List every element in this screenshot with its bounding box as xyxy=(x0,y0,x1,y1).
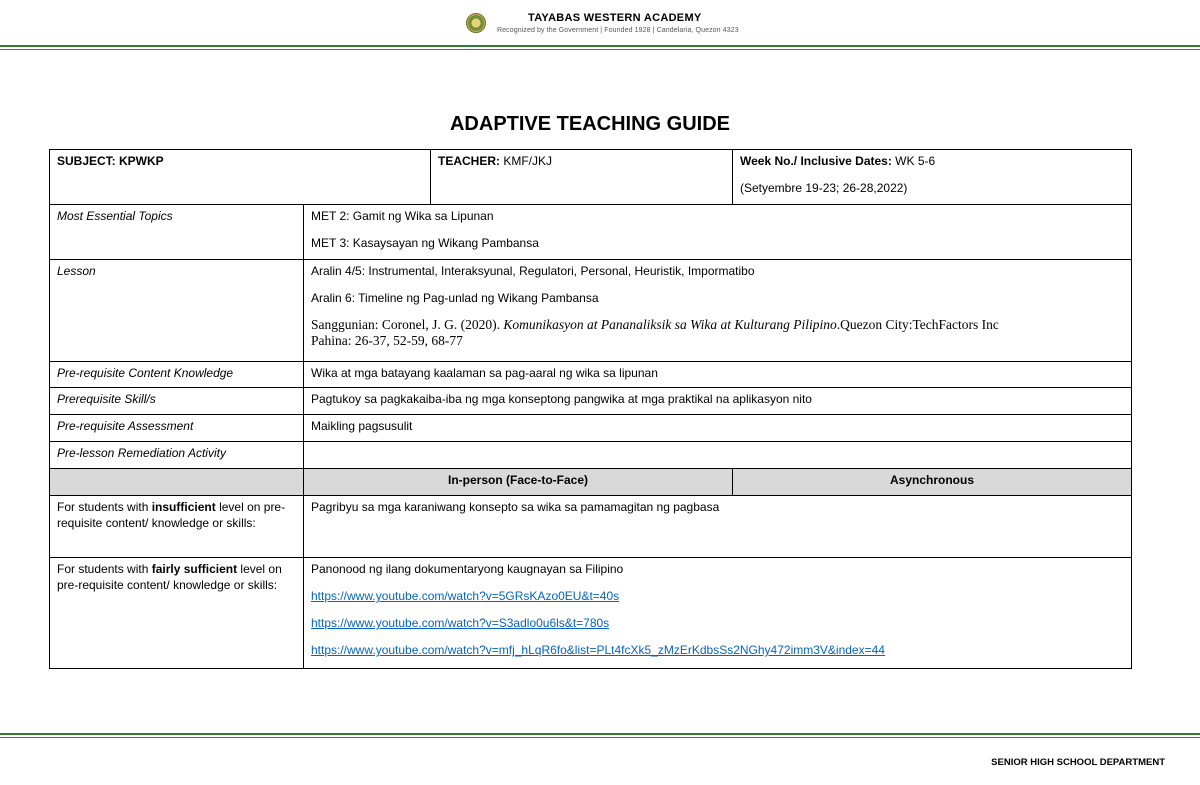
video-link-3[interactable]: https://www.youtube.com/watch?v=mfj_hLqR6fo&list=PLt4fcXk5_zMzErKdbsSs2NGhy472imm3V&index=44 xyxy=(311,643,885,657)
prereq-skills-label: Prerequisite Skill/s xyxy=(50,388,304,415)
col-inperson: In-person (Face-to-Face) xyxy=(304,469,733,496)
teaching-guide-table xyxy=(49,149,1132,669)
school-subtitle: Recognized by the Government | Founded 1928 | Candelaria, Quezon 4323 xyxy=(497,27,739,34)
header-rule-thin xyxy=(0,49,1200,50)
video-link-2[interactable]: https://www.youtube.com/watch?v=S3adlo0u6ls&t=780s xyxy=(311,616,610,630)
prereq-skills-value: Pagtukoy sa pagkakaiba-iba ng mga konseptong pangwika at mga praktikal na aplikasyon nito xyxy=(304,388,1132,415)
teacher-label: TEACHER: xyxy=(438,154,500,168)
modality-header-row xyxy=(50,469,1132,496)
source-suffix: .Quezon City:TechFactors Inc xyxy=(836,317,999,332)
subject-label: SUBJECT: KPWKP xyxy=(57,154,164,168)
insufficient-bold: insufficient xyxy=(151,500,216,514)
fairly-post: level on pre-requisite content/ knowledge or skills: xyxy=(57,562,282,592)
week-label: Week No./ Inclusive Dates: xyxy=(740,154,892,168)
week-cell xyxy=(733,150,1132,205)
fairly-label xyxy=(50,558,304,669)
department-label: SENIOR HIGH SCHOOL DEPARTMENT xyxy=(991,757,1165,768)
info-row xyxy=(50,150,1132,205)
week-value: WK 5-6 xyxy=(891,154,936,168)
lesson-row xyxy=(50,260,1132,362)
insufficient-post: level on pre-requisite content/ knowledge or skills: xyxy=(57,500,286,530)
insufficient-pre: For students with xyxy=(57,500,152,514)
remediation-value xyxy=(304,442,1132,469)
subject-cell xyxy=(50,150,431,205)
inclusive-dates: (Setyembre 19-23; 26-28,2022) xyxy=(740,181,908,195)
insufficient-activity: Pagribyu sa mga karaniwang konsepto sa wika sa pamamagitan ng pagbasa xyxy=(304,496,1132,558)
header-rule xyxy=(0,45,1200,47)
prereq-knowledge-value: Wika at mga batayang kaalaman sa pag-aaral ng wika sa lipunan xyxy=(304,362,1132,388)
remediation-row xyxy=(50,442,1132,469)
lesson-cell xyxy=(304,260,1132,362)
remediation-label: Pre-lesson Remediation Activity xyxy=(50,442,304,469)
fairly-activity-cell xyxy=(304,558,1132,669)
teacher-value: KMF/JKJ xyxy=(500,154,553,168)
insufficient-row xyxy=(50,496,1132,558)
footer-rule-thin xyxy=(0,737,1200,738)
lesson-label: Lesson xyxy=(50,260,304,362)
source-pages: Pahina: 26-37, 52-59, 68-77 xyxy=(311,333,463,348)
col-asynchronous: Asynchronous xyxy=(733,469,1132,496)
insufficient-label xyxy=(50,496,304,558)
prereq-assessment-label: Pre-requisite Assessment xyxy=(50,415,304,442)
prereq-knowledge-label: Pre-requisite Content Knowledge xyxy=(50,362,304,388)
lesson-item: Aralin 4/5: Instrumental, Interaksyunal, Regulatori, Personal, Heuristik, Impormatibo xyxy=(311,264,755,278)
lesson-item: Aralin 6: Timeline ng Pag-unlad ng Wikang Pambansa xyxy=(311,291,599,305)
prereq-knowledge-row xyxy=(50,362,1132,388)
topic-item: MET 2: Gamit ng Wika sa Lipunan xyxy=(311,209,494,223)
modality-header-blank xyxy=(50,469,304,496)
topics-cell xyxy=(304,205,1132,260)
page-header xyxy=(0,0,1200,60)
source-title: Komunikasyon at Pananaliksik sa Wika at Kulturang Pilipino xyxy=(503,317,837,332)
fairly-sufficient-row xyxy=(50,558,1132,669)
source-citation xyxy=(311,317,1124,333)
topic-item: MET 3: Kasaysayan ng Wikang Pambansa xyxy=(311,236,539,250)
topics-label: Most Essential Topics xyxy=(50,205,304,260)
school-seal-icon xyxy=(466,13,486,33)
teacher-cell xyxy=(431,150,733,205)
fairly-pre: For students with xyxy=(57,562,152,576)
video-link-1[interactable]: https://www.youtube.com/watch?v=5GRsKAzo0EU&t=40s xyxy=(311,589,620,603)
footer-rule xyxy=(0,733,1200,735)
prereq-assessment-value: Maikling pagsusulit xyxy=(304,415,1132,442)
fairly-bold: fairly sufficient xyxy=(151,562,238,576)
school-name: TAYABAS WESTERN ACADEMY xyxy=(528,12,702,24)
prereq-skills-row xyxy=(50,388,1132,415)
source-prefix: Sanggunian: Coronel, J. G. (2020). xyxy=(311,317,504,332)
prereq-assessment-row xyxy=(50,415,1132,442)
topics-row xyxy=(50,205,1132,260)
fairly-activity: Panonood ng ilang dokumentaryong kaugnayan sa Filipino xyxy=(311,562,624,576)
page-title: ADAPTIVE TEACHING GUIDE xyxy=(449,113,731,135)
